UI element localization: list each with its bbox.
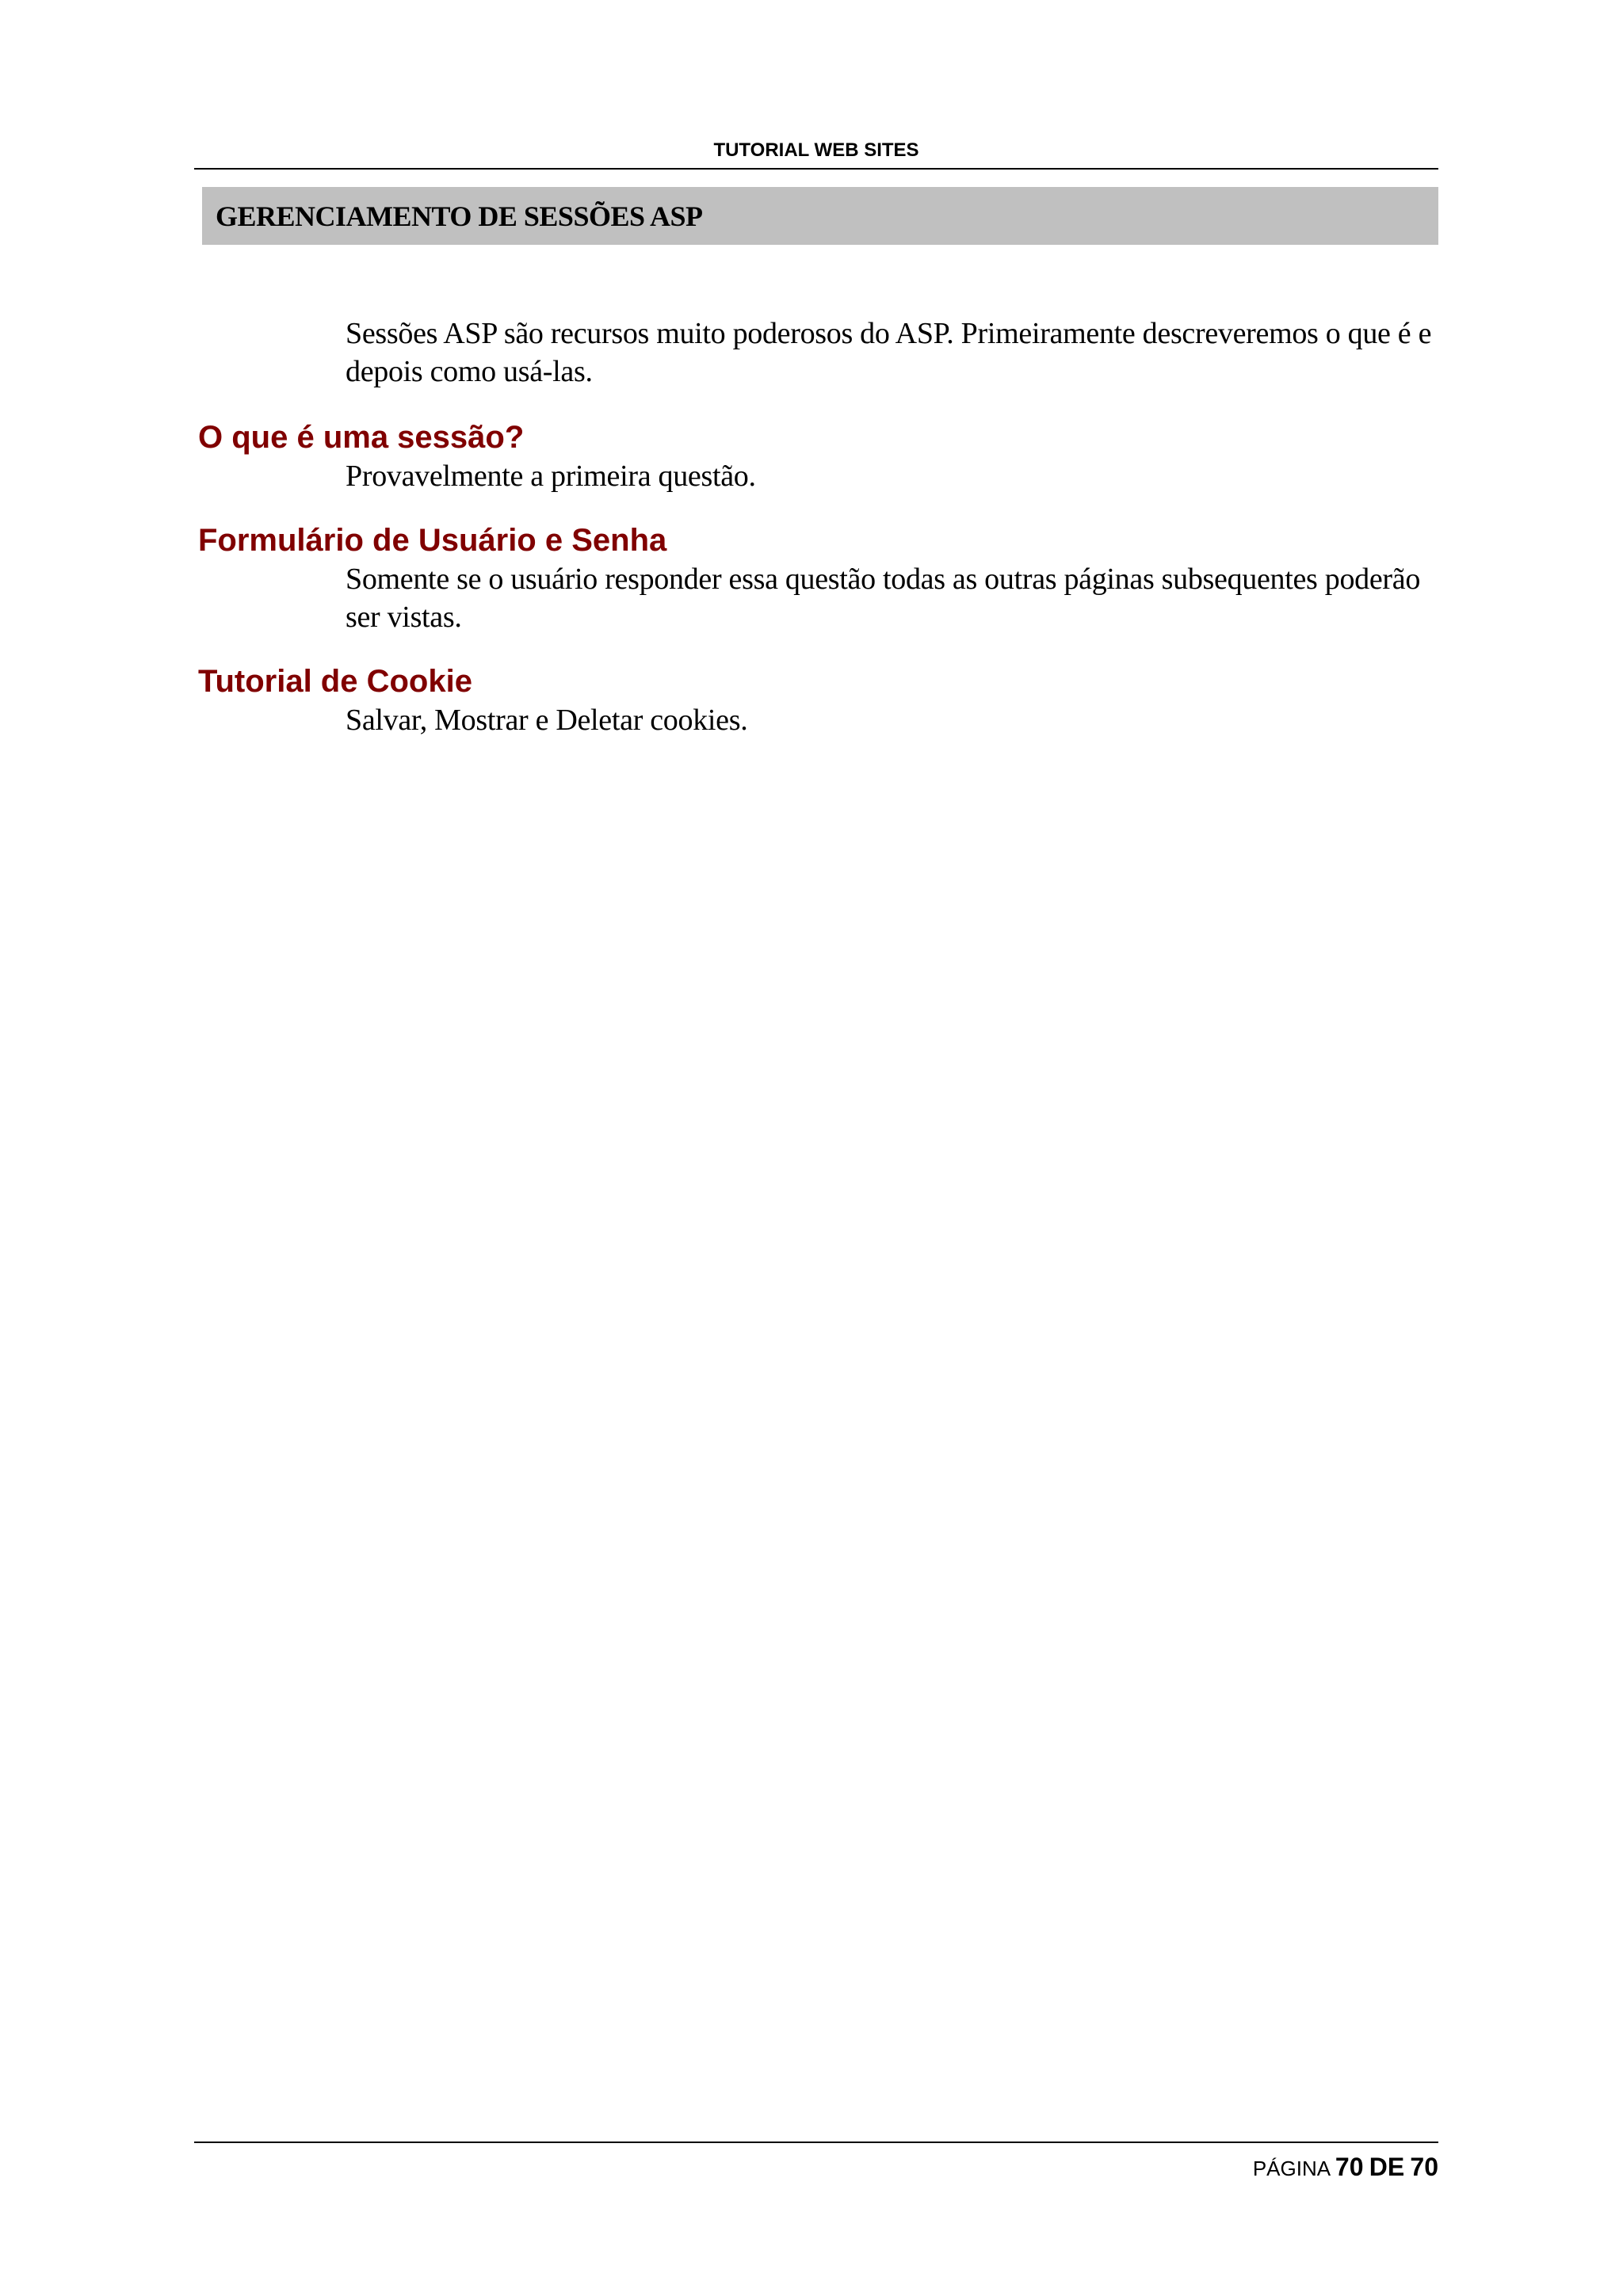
topic-what-is-session [198, 418, 1438, 495]
footer-rule [194, 2142, 1438, 2143]
page-total: 70 [1410, 2153, 1438, 2181]
running-header: TUTORIAL WEB SITES [713, 139, 919, 161]
topic-heading: O que é uma sessão? [198, 420, 525, 455]
topic-description: Salvar, Mostrar e Deletar cookies. [346, 704, 748, 737]
intro-paragraph: Sessões ASP são recursos muito poderosos do ASP. Primeiramente descreveremos o que é e depois como usá-las. [346, 317, 1432, 388]
header-rule [194, 168, 1438, 170]
section-banner [202, 187, 1438, 245]
page-number [1253, 2153, 1438, 2182]
topic-description: Provavelmente a primeira questão. [346, 460, 756, 493]
topic-heading: Formulário de Usuário e Senha [198, 523, 667, 558]
page-label: PÁGINA [1252, 2157, 1330, 2180]
topic-description: Somente se o usuário responder essa questão todas as outras páginas subsequentes poderão ser vistas. [346, 563, 1421, 634]
page-current: 70 [1335, 2153, 1364, 2181]
topic-login-form [198, 521, 1438, 636]
topic-heading: Tutorial de Cookie [198, 664, 472, 699]
section-title: GERENCIAMENTO DE SESSÕES ASP [216, 200, 703, 232]
topic-cookie-tutorial [198, 662, 1438, 739]
page-separator: DE [1369, 2153, 1405, 2181]
